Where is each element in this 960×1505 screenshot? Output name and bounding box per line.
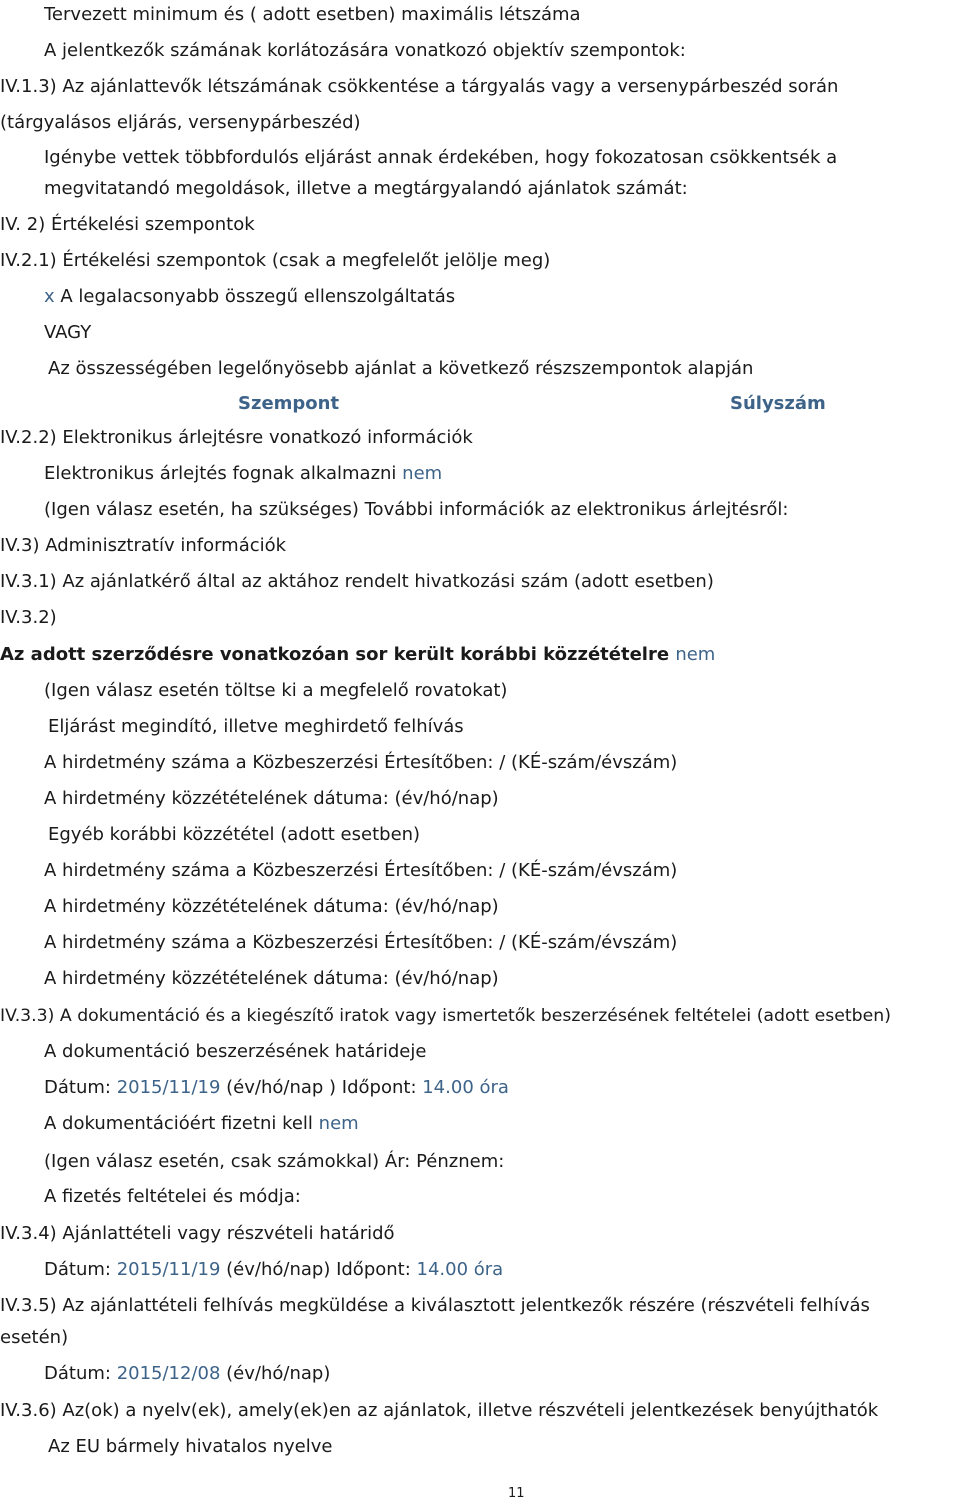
field-label: A dokumentációért fizetni kell — [44, 1113, 319, 1134]
column-header-weight: Súlyszám — [730, 393, 826, 414]
text-line: Az összességében legelőnyösebb ajánlat a következő részszempontok alapján — [48, 358, 754, 379]
text-line: (tárgyalásos eljárás, versenypárbeszéd) — [0, 112, 361, 133]
date-value: 2015/11/19 — [116, 1259, 221, 1280]
text-line: A hirdetmény száma a Közbeszerzési Értesítőben: / (KÉ-szám/évszám) — [44, 752, 678, 773]
text-line: Egyéb korábbi közzététel (adott esetben) — [48, 824, 421, 845]
section-heading: IV.2.1) Értékelési szempontok (csak a megfelelőt jelölje meg) — [0, 250, 551, 271]
text-line: Tervezett minimum és ( adott esetben) maximális létszáma — [44, 4, 581, 25]
text-line: Eljárást megindító, illetve meghirdető felhívás — [48, 716, 464, 737]
field-label: Dátum: — [44, 1259, 117, 1280]
text-line — [44, 1112, 359, 1136]
section-heading: IV.3) Adminisztratív információk — [0, 535, 287, 556]
text-line: A dokumentáció beszerzésének határideje — [44, 1041, 427, 1062]
field-label: Az adott szerződésre vonatkozóan sor került korábbi közzétételre — [0, 644, 676, 665]
field-value: nem — [318, 1113, 359, 1134]
field-label: (év/hó/nap ) Időpont: — [220, 1077, 423, 1098]
field-label: (év/hó/nap) Időpont: — [220, 1259, 417, 1280]
text-line: megvitatandó megoldások, illetve a megtárgyalandó ajánlatok számát: — [44, 178, 688, 199]
section-heading: IV.3.6) Az(ok) a nyelv(ek), amely(ek)en az ajánlatok, illetve részvételi jelentkezések benyújthatók — [0, 1400, 879, 1421]
date-value: 2015/12/08 — [116, 1363, 221, 1384]
text-line: A hirdetmény száma a Közbeszerzési Értesítőben: / (KÉ-szám/évszám) — [44, 860, 678, 881]
criteria-option-lowest-price — [44, 285, 455, 309]
section-heading: IV.3.4) Ajánlattételi vagy részvételi határidő — [0, 1223, 395, 1244]
section-heading: IV.3.2) — [0, 607, 57, 628]
field-label: (év/hó/nap) — [220, 1363, 331, 1384]
text-line: Az EU bármely hivatalos nyelve — [48, 1436, 333, 1457]
column-header-criterion: Szempont — [238, 393, 340, 414]
text-line: A hirdetmény száma a Közbeszerzési Értesítőben: / (KÉ-szám/évszám) — [44, 932, 678, 953]
field-value: nem — [675, 644, 716, 665]
section-heading: IV.2.2) Elektronikus árlejtésre vonatkozó információk — [0, 427, 473, 448]
text-line: (Igen válasz esetén, csak számokkal) Ár: Pénznem: — [44, 1151, 505, 1172]
invitation-date — [44, 1362, 330, 1386]
text-line: (Igen válasz esetén, ha szükséges) További információk az elektronikus árlejtésről: — [44, 499, 789, 520]
text-line: A jelentkezők számának korlátozására vonatkozó objektív szempontok: — [44, 40, 686, 61]
date-value: 2015/11/19 — [116, 1077, 221, 1098]
section-heading: IV.3.1) Az ajánlatkérő által az aktához rendelt hivatkozási szám (adott esetben) — [0, 571, 714, 592]
submission-deadline — [44, 1258, 503, 1282]
time-value: 14.00 óra — [422, 1077, 509, 1098]
field-label: Dátum: — [44, 1363, 117, 1384]
section-heading: IV.3.3) A dokumentáció és a kiegészítő iratok vagy ismertetők beszerzésének feltételei (adott esetben) — [0, 1006, 891, 1026]
section-heading: IV. 2) Értékelési szempontok — [0, 214, 255, 235]
text-line: (Igen válasz esetén töltse ki a megfelelő rovatokat) — [44, 680, 508, 701]
field-label: Dátum: — [44, 1077, 117, 1098]
text-line: Igénybe vettek többfordulós eljárást annak érdekében, hogy fokozatosan csökkentsék a — [44, 147, 838, 168]
text-line: A hirdetmény közzétételének dátuma: (év/hó/nap) — [44, 788, 499, 809]
section-heading: IV.1.3) Az ajánlattevők létszámának csökkentése a tárgyalás vagy a versenypárbeszéd során — [0, 76, 839, 97]
documentation-deadline — [44, 1076, 509, 1100]
text-line: VAGY — [44, 322, 92, 343]
time-value: 14.00 óra — [416, 1259, 504, 1280]
text-line: esetén) — [0, 1327, 69, 1348]
text-line: A fizetés feltételei és módja: — [44, 1186, 301, 1207]
text-line — [44, 462, 442, 486]
selected-mark: x — [44, 286, 55, 307]
option-label: A legalacsonyabb összegű ellenszolgáltatás — [54, 286, 456, 307]
page-number: 11 — [508, 1486, 525, 1501]
text-line: A hirdetmény közzétételének dátuma: (év/hó/nap) — [44, 968, 499, 989]
prior-publication-line — [0, 643, 715, 667]
text-line: A hirdetmény közzétételének dátuma: (év/hó/nap) — [44, 896, 499, 917]
section-heading: IV.3.5) Az ajánlattételi felhívás megküldése a kiválasztott jelentkezők részére (részvételi felhívás — [0, 1295, 870, 1316]
field-value: nem — [402, 463, 443, 484]
field-label: Elektronikus árlejtés fognak alkalmazni — [44, 463, 403, 484]
